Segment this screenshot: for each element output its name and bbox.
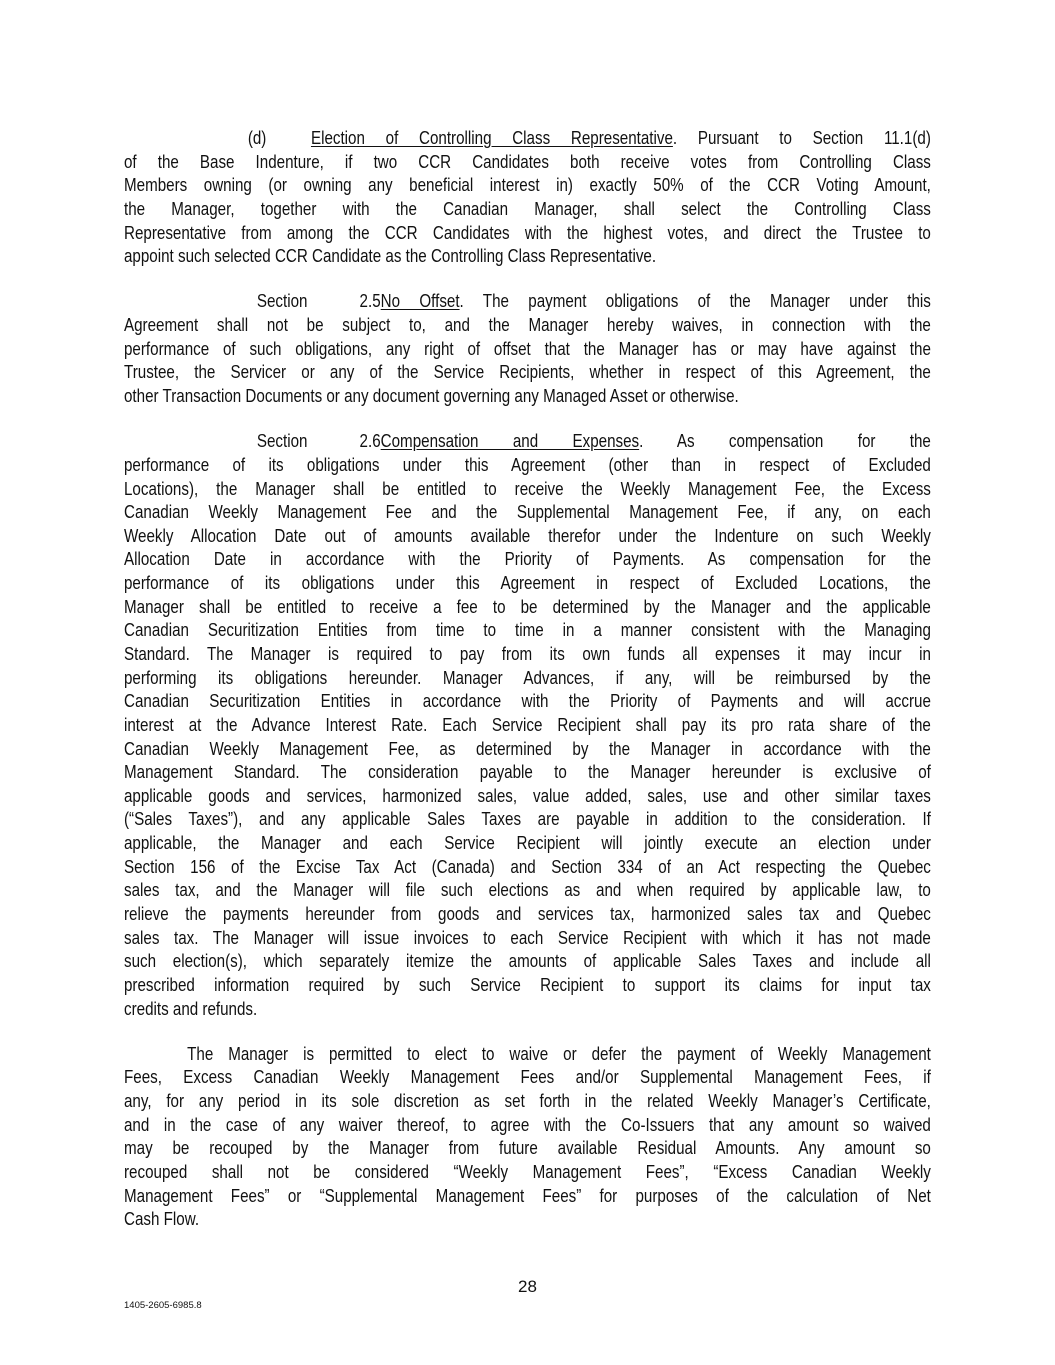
page-number: 28	[518, 1277, 537, 1296]
text-line: such election(s), which separately itemize the amounts of applicable Sales Taxes and include all	[124, 950, 931, 972]
text-line: other Transaction Documents or any document governing any Managed Asset or otherwise.	[124, 385, 739, 406]
section-number: Section 2.6	[256, 430, 381, 452]
text-line: Cash Flow.	[124, 1208, 200, 1230]
text-line: Weekly Allocation Date out of amounts available therefor under the Indenture on such Weekly	[124, 524, 931, 546]
section-title: No Offset	[380, 290, 460, 312]
text-line: prescribed information required by such Service Recipient to support its claims for input tax	[124, 973, 931, 995]
text-line: sales tax, and the Manager will file such elections as and when required by applicable law, to	[124, 879, 931, 901]
paragraph-first-line	[124, 429, 931, 453]
paragraph	[124, 1042, 931, 1231]
text-line: Agreement shall not be subject to, and the Manager hereby waives, in connection with the	[124, 314, 931, 336]
text-line: any, for any period in its sole discretion as set forth in the related Weekly Manager’s Certificate,	[124, 1090, 931, 1112]
text-line: Representative from among the CCR Candidates with the highest votes, and direct the Trustee to	[124, 221, 931, 243]
text-line: Standard. The Manager is required to pay from its own funds all expenses it may incur in	[124, 643, 931, 664]
text-line: (“Sales Taxes”), and any applicable Sales Taxes are payable in addition to the consideration. If	[124, 808, 931, 830]
text-line: applicable goods and services, harmonized sales, value added, sales, use and other similar taxes	[124, 784, 931, 806]
paragraph-first-line	[124, 289, 931, 313]
clause-label: (d)	[247, 127, 267, 148]
text-line: performing its obligations hereunder. Manager Advances, if any, will be reimbursed by the	[124, 666, 931, 688]
text-line: credits and refunds.	[124, 997, 258, 1019]
text-line: Members owning (or owning any beneficial interest in) exactly 50% of the CCR Voting Amount,	[124, 174, 931, 196]
text-line: the Manager, together with the Canadian Manager, shall select the Controlling Class	[124, 197, 931, 219]
line-text: . The payment obligations of the Manager under this	[459, 290, 931, 312]
section-title: Compensation and Expenses	[380, 430, 640, 452]
text-line: relieve the payments hereunder from goods and services tax, harmonized sales tax and Quebec	[124, 903, 931, 925]
text-line: Management Fees” or “Supplemental Management Fees” for purposes of the calculation of Net	[124, 1184, 931, 1206]
text-line: performance of such obligations, any right of offset that the Manager has or may have against the	[124, 337, 931, 359]
paragraph-first-line	[124, 126, 931, 150]
text-line: Canadian Weekly Management Fee and the Supplemental Management Fee, if any, on each	[124, 501, 931, 523]
line-text: . As compensation for the	[639, 430, 931, 452]
text-line: may be recouped by the Manager from future available Residual Amounts. Any amount so	[124, 1137, 931, 1159]
section-number: Section 2.5	[256, 290, 381, 312]
text-line: performance of its obligations under this Agreement (other than in respect of Excluded	[124, 453, 931, 475]
document-id: 1405-2605-6985.8	[124, 1300, 202, 1311]
text-line: sales tax. The Manager will issue invoices to each Service Recipient with which it has not made	[124, 926, 931, 948]
text-line: Canadian Weekly Management Fee, as determined by the Manager in accordance with the	[124, 737, 931, 759]
text-line: Trustee, the Servicer or any of the Service Recipients, whether in respect of this Agreement, the	[124, 361, 931, 383]
text-line: Management Standard. The consideration payable to the Manager hereunder is exclusive of	[124, 761, 931, 783]
text-line: recouped shall not be considered “Weekly Management Fees”, “Excess Canadian Weekly	[124, 1161, 931, 1183]
line-text: . Pursuant to Section 11.1(d)	[672, 127, 931, 148]
section-title: Election of Controlling Class Representative	[310, 127, 673, 148]
text-line: interest at the Advance Interest Rate. Each Service Recipient shall pay its pro rata share of the	[124, 713, 931, 735]
text-line: Manager shall be entitled to receive a fee to be determined by the Manager and the applicable	[124, 595, 931, 617]
paragraph	[124, 289, 931, 407]
text-line: The Manager is permitted to elect to waive or defer the payment of Weekly Management	[187, 1042, 931, 1064]
text-line: appoint such selected CCR Candidate as the Controlling Class Representative.	[124, 245, 657, 267]
text-line: Canadian Securitization Entities from time to time in a manner consistent with the Managing	[124, 619, 931, 641]
text-line: applicable, the Manager and each Service Recipient will jointly execute an election under	[124, 832, 931, 854]
text-line: Canadian Securitization Entities in accordance with the Priority of Payments and will accrue	[124, 690, 931, 712]
text-line: and in the case of any waiver thereof, to agree with the Co-Issuers that any amount so waived	[124, 1113, 931, 1135]
text-line: Section 156 of the Excise Tax Act (Canada) and Section 334 of an Act respecting the Quebec	[124, 855, 931, 877]
text-line: of the Base Indenture, if two CCR Candidates both receive votes from Controlling Class	[124, 150, 931, 172]
paragraph	[124, 429, 931, 1020]
text-line: Allocation Date in accordance with the Priority of Payments. As compensation for the	[124, 548, 931, 570]
text-line: Fees, Excess Canadian Weekly Management Fees and/or Supplemental Management Fees, if	[124, 1066, 931, 1088]
paragraph	[124, 126, 931, 268]
text-line: performance of its obligations under this Agreement in respect of Excluded Locations, the	[124, 572, 931, 594]
document-body	[124, 126, 931, 1253]
text-line: Locations), the Manager shall be entitled to receive the Weekly Management Fee, the Excess	[124, 477, 931, 499]
